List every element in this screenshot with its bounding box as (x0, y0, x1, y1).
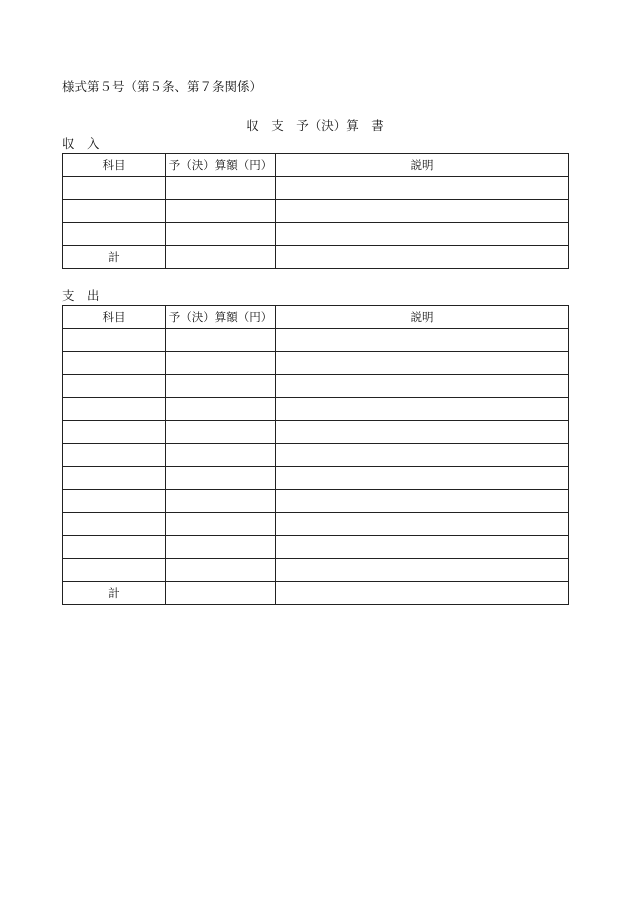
subject-cell[interactable] (63, 467, 166, 490)
amount-cell[interactable] (166, 490, 276, 513)
table-row (63, 398, 569, 421)
table-row (63, 421, 569, 444)
expense-total-row (63, 582, 569, 605)
income-total-description-cell (276, 246, 569, 269)
description-cell[interactable] (276, 467, 569, 490)
description-cell[interactable] (276, 513, 569, 536)
table-row (63, 559, 569, 582)
subject-cell[interactable] (63, 559, 166, 582)
description-cell[interactable] (276, 375, 569, 398)
subject-cell[interactable] (63, 513, 166, 536)
subject-cell[interactable] (63, 398, 166, 421)
description-cell[interactable] (276, 490, 569, 513)
subject-cell[interactable] (63, 200, 166, 223)
expense-total-description-cell (276, 582, 569, 605)
description-cell[interactable] (276, 352, 569, 375)
subject-cell[interactable] (63, 352, 166, 375)
table-row (63, 329, 569, 352)
amount-cell[interactable] (166, 444, 276, 467)
column-header-description: 説明 (276, 306, 569, 329)
subject-cell[interactable] (63, 421, 166, 444)
description-cell[interactable] (276, 329, 569, 352)
column-header-description: 説明 (276, 154, 569, 177)
subject-cell[interactable] (63, 375, 166, 398)
table-row (63, 200, 569, 223)
amount-cell[interactable] (166, 398, 276, 421)
table-row (63, 490, 569, 513)
subject-cell[interactable] (63, 177, 166, 200)
description-cell[interactable] (276, 177, 569, 200)
table-row (63, 375, 569, 398)
amount-cell[interactable] (166, 467, 276, 490)
amount-cell[interactable] (166, 200, 276, 223)
table-row (63, 536, 569, 559)
form-number: 様式第５号（第５条、第７条関係） (62, 79, 263, 94)
income-rows (63, 177, 569, 246)
amount-cell[interactable] (166, 421, 276, 444)
amount-cell[interactable] (166, 177, 276, 200)
amount-cell[interactable] (166, 352, 276, 375)
description-cell[interactable] (276, 200, 569, 223)
description-cell[interactable] (276, 398, 569, 421)
column-header-subject: 科目 (63, 306, 166, 329)
expense-total-amount-cell (166, 582, 276, 605)
table-row (63, 352, 569, 375)
column-header-amount: 予（決）算額（円） (166, 154, 276, 177)
amount-cell[interactable] (166, 375, 276, 398)
subject-cell[interactable] (63, 223, 166, 246)
expense-total-label: 計 (63, 582, 166, 605)
expense-rows (63, 329, 569, 582)
table-row (63, 513, 569, 536)
subject-cell[interactable] (63, 490, 166, 513)
document-title: 収 支 予（決）算 書 (246, 118, 384, 133)
table-row (63, 177, 569, 200)
amount-cell[interactable] (166, 223, 276, 246)
amount-cell[interactable] (166, 536, 276, 559)
description-cell[interactable] (276, 559, 569, 582)
column-header-amount: 予（決）算額（円） (166, 306, 276, 329)
subject-cell[interactable] (63, 536, 166, 559)
table-row (63, 223, 569, 246)
subject-cell[interactable] (63, 444, 166, 467)
description-cell[interactable] (276, 444, 569, 467)
income-header-row (63, 154, 569, 177)
subject-cell[interactable] (63, 329, 166, 352)
income-section-heading: 収 入 (62, 136, 100, 151)
expense-header-row (63, 306, 569, 329)
amount-cell[interactable] (166, 559, 276, 582)
income-total-row (63, 246, 569, 269)
expense-section-heading: 支 出 (62, 288, 100, 303)
description-cell[interactable] (276, 421, 569, 444)
description-cell[interactable] (276, 536, 569, 559)
income-total-amount-cell (166, 246, 276, 269)
income-total-label: 計 (63, 246, 166, 269)
expense-table (62, 305, 569, 605)
income-table (62, 153, 569, 269)
table-row (63, 444, 569, 467)
table-row (63, 467, 569, 490)
column-header-subject: 科目 (63, 154, 166, 177)
amount-cell[interactable] (166, 513, 276, 536)
amount-cell[interactable] (166, 329, 276, 352)
description-cell[interactable] (276, 223, 569, 246)
